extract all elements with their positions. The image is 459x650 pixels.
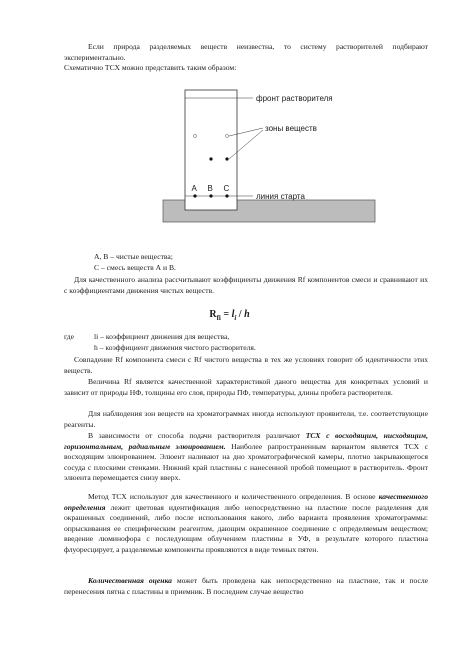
match-paragraph: Совпадение Rf компонента смеси с Rf чистого вещества в тех же условиях говорит об идентичности этих веществ.: [64, 355, 428, 375]
use-text-a: Метод ТСХ используют для качественного и количественного определения. В основе: [88, 492, 379, 501]
analysis-paragraph: Для качественного анализа рассчитывают коэффициенты движения Rf компонентов смеси и сравнивают их с коэффициентами движения чистых веществ.: [64, 275, 428, 295]
reveal-paragraph: Для наблюдения зон веществ на хроматограммах иногда используют проявители, т.е. соответствующие реагенты.: [64, 409, 428, 429]
legend-c: С – смесь веществ А и В.: [94, 263, 176, 272]
zone-a-mix: [225, 157, 228, 160]
intro-schematic-line: Схематично ТСХ можно представить таким образом:: [64, 63, 237, 72]
spot-a-start: [193, 194, 196, 197]
zone-b: [194, 135, 197, 138]
formula-r-sub: fi: [216, 314, 221, 322]
intro-paragraph: Если природа разделяемых веществ неизвестна, то систему растворителей подбирают экспериментально.: [64, 42, 428, 62]
legend-ab: А, В – чистые вещества;: [94, 252, 173, 261]
formula-l-sub: i: [234, 314, 237, 322]
rf-formula: [0, 309, 459, 322]
use-emphasis: качественного определения: [64, 492, 428, 512]
zone-a: [209, 157, 212, 160]
use-paragraph: [64, 492, 428, 556]
formula-eq: =: [220, 309, 232, 320]
where-word: где: [64, 332, 74, 341]
method-text-a: В зависимости от способа подачи растворителя различают: [88, 431, 306, 440]
start-label: линия старта: [256, 192, 305, 201]
method-paragraph: [64, 431, 428, 484]
spot-b-label: B: [207, 184, 213, 193]
quant-emphasis: Количественная оценка: [88, 576, 172, 585]
method-text-b: Наиболее рапространенным вариантом является ТСХ с восходящим элюированием. Элюент наливают на дно хроматографической камеры, плотно закрывающегося сосуда с плоскими стенками. Нижний край пластины с нанесенной пробой помещают в растворитель. Фронт элюента перемещается снизу вверх.: [64, 441, 428, 483]
tlc-diagram: [155, 82, 385, 232]
use-text-b: лежит цветовая идентификация либо непосредственно на пластине после разделения для окрашенных соединений, либо после использования какого, либо варианта проявления хроматограммы: опрыскивания ее специфическим реагентом, дающим окрашенное соединение с определяемым веществом; введение люминофора с последующим облучением пластины в УФ, в результате которого пластина флуоресцирует, а разделяемые компоненты проявляются в виде темных пятен.: [64, 502, 428, 554]
front-label: фронт растворителя: [256, 94, 333, 103]
formula-l: l: [231, 309, 235, 320]
formula-div: /: [236, 309, 245, 320]
spot-b-start: [209, 194, 212, 197]
where-h: h – коэффициент движения чистого растворителя.: [94, 343, 256, 352]
method-emphasis: ТСХ с восходящим, нисходящим, горизонтальным, радиальным элюированием.: [64, 431, 428, 451]
where-li: li – коэффициент движения для вещества,: [94, 332, 230, 341]
formula-h: h: [244, 309, 250, 320]
quant-paragraph: [64, 576, 428, 597]
spot-c-start: [225, 194, 228, 197]
spot-c-label: C: [223, 184, 230, 193]
zone-b-mix: [226, 135, 229, 138]
formula-r: R: [209, 309, 217, 320]
quant-text-b: может быть проведена как непосредственно на пластине, так и после перенесения пятна с пластины в приемник. В последнем случае вещество: [64, 576, 428, 596]
spot-a-label: A: [191, 184, 197, 193]
value-paragraph: Величина Rf является качественной характеристикой даного вещества для конкретных условий и зависит от природы НФ, толщины его слоя, природы ПФ, температуры, длины пробега растворителя.: [64, 377, 428, 397]
zones-label: зоны веществ: [265, 124, 317, 133]
